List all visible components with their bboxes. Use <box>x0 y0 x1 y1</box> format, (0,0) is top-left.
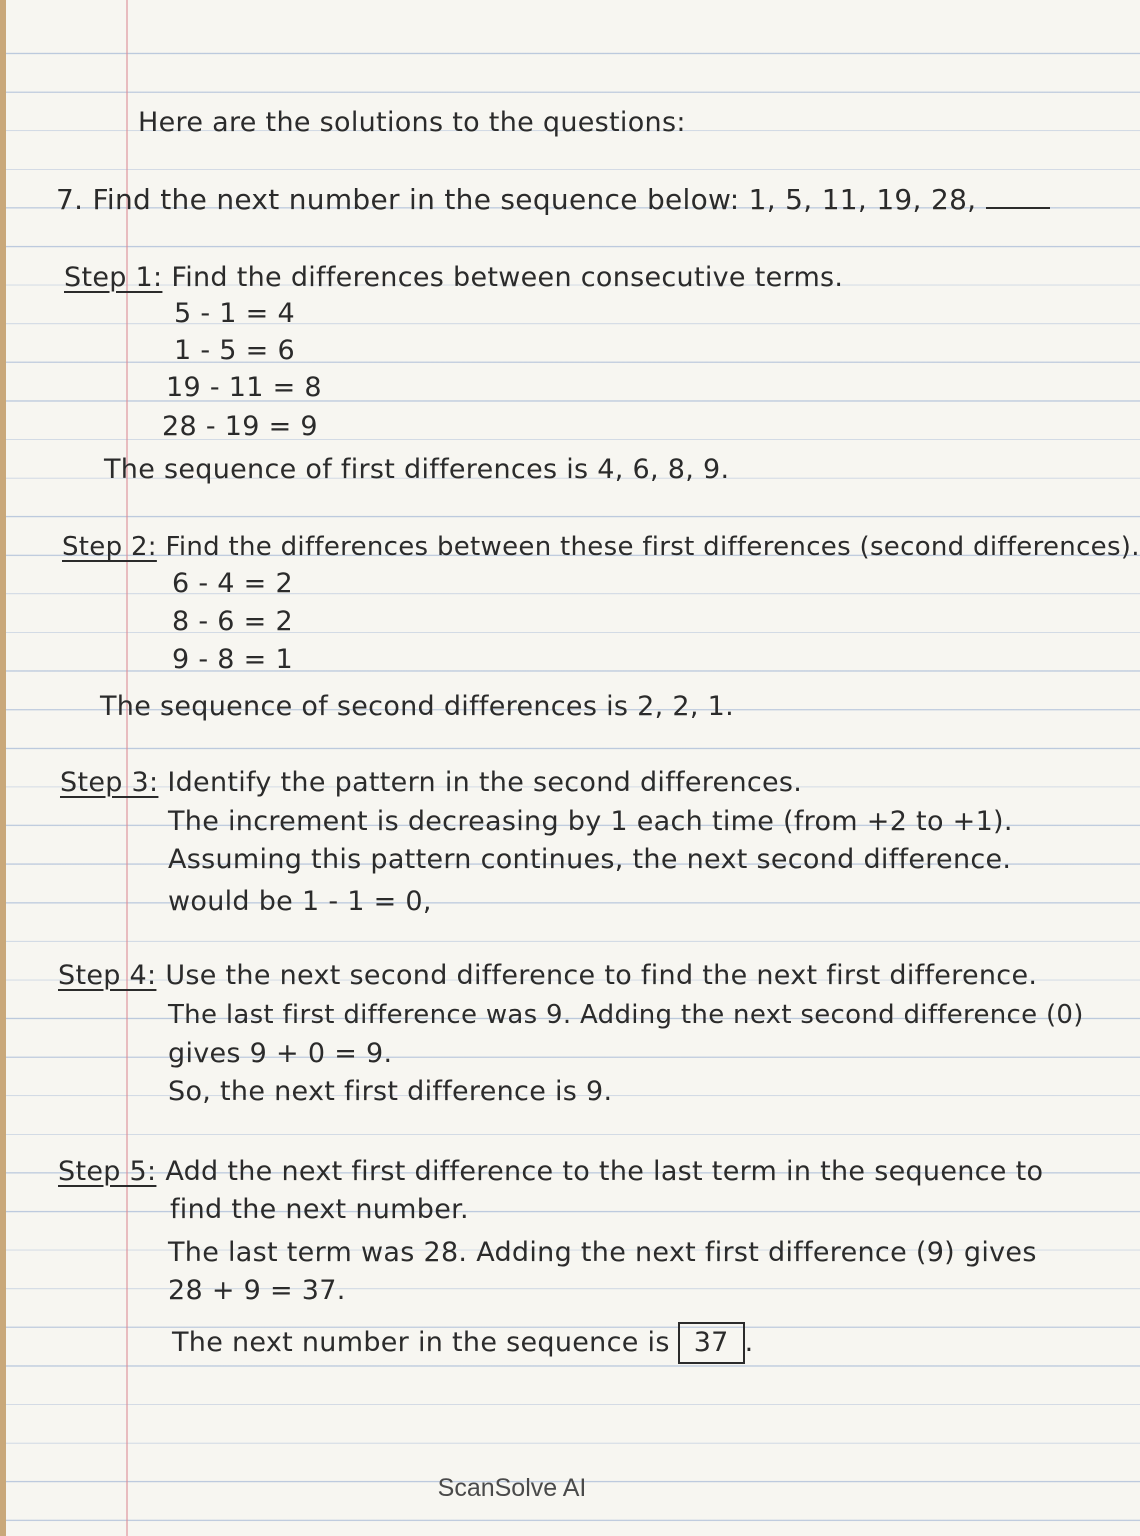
step-2-calc: 8 - 6 = 2 <box>172 606 293 637</box>
step-2-label: Step 2: <box>62 532 157 562</box>
step-1-summary: The sequence of first differences is 4, 6, 8, 9. <box>104 454 730 485</box>
step-2-calc: 6 - 4 = 2 <box>172 568 293 599</box>
step-5-header <box>58 1155 1043 1189</box>
step-3-label: Step 3: <box>60 767 159 798</box>
step-1-calc: 1 - 5 = 6 <box>174 335 295 366</box>
step-4-header <box>58 959 1037 993</box>
footer-brand: ScanSolve AI <box>437 1474 587 1502</box>
step-1-text: Find the differences between consecutive terms. <box>171 262 844 293</box>
final-answer-text: The next number in the sequence is <box>172 1327 670 1358</box>
step-1-calc: 28 - 19 = 9 <box>162 411 318 442</box>
step-5-label: Step 5: <box>58 1156 157 1187</box>
step-4-line: So, the next first difference is 9. <box>168 1076 613 1107</box>
step-1-calc: 19 - 11 = 8 <box>166 372 322 403</box>
step-1-header <box>64 261 843 295</box>
step-5-line: 28 + 9 = 37. <box>168 1275 346 1306</box>
answer-blank <box>986 185 1050 209</box>
question-text <box>56 183 1050 217</box>
step-2-calc: 9 - 8 = 1 <box>172 644 293 675</box>
step-3-line: The increment is decreasing by 1 each time (from +2 to +1). <box>168 806 1013 837</box>
step-5-line: The last term was 28. Adding the next first difference (9) gives <box>168 1237 1037 1268</box>
step-2-text: Find the differences between these first differences (second differences). <box>165 532 1140 562</box>
step-3-line: would be 1 - 1 = 0, <box>168 886 432 917</box>
step-4-label: Step 4: <box>58 960 157 991</box>
final-answer-line <box>172 1322 754 1364</box>
step-4-line: The last first difference was 9. Adding the next second difference (0) <box>168 1000 1084 1030</box>
step-5-line: find the next number. <box>170 1194 469 1225</box>
notebook-page-edge <box>0 0 6 1536</box>
step-5-line: Add the next first difference to the last term in the sequence to <box>165 1156 1044 1187</box>
step-4-line: gives 9 + 0 = 9. <box>168 1038 393 1069</box>
answer-box: 37 <box>678 1322 745 1364</box>
step-2-summary: The sequence of second differences is 2, 2, 1. <box>100 691 734 722</box>
step-3-line: Assuming this pattern continues, the next second difference. <box>168 844 1012 875</box>
step-3-header <box>60 766 802 800</box>
step-1-label: Step 1: <box>64 262 163 293</box>
step-2-header <box>62 530 1140 564</box>
question-label: 7. Find the next number in the sequence below: 1, 5, 11, 19, 28, <box>56 183 977 216</box>
step-4-line: Use the next second difference to find the next first difference. <box>165 960 1038 991</box>
final-period: . <box>744 1327 754 1358</box>
step-1-calc: 5 - 1 = 4 <box>174 298 295 329</box>
step-3-line: Identify the pattern in the second differences. <box>167 767 803 798</box>
intro-text: Here are the solutions to the questions: <box>138 107 686 138</box>
